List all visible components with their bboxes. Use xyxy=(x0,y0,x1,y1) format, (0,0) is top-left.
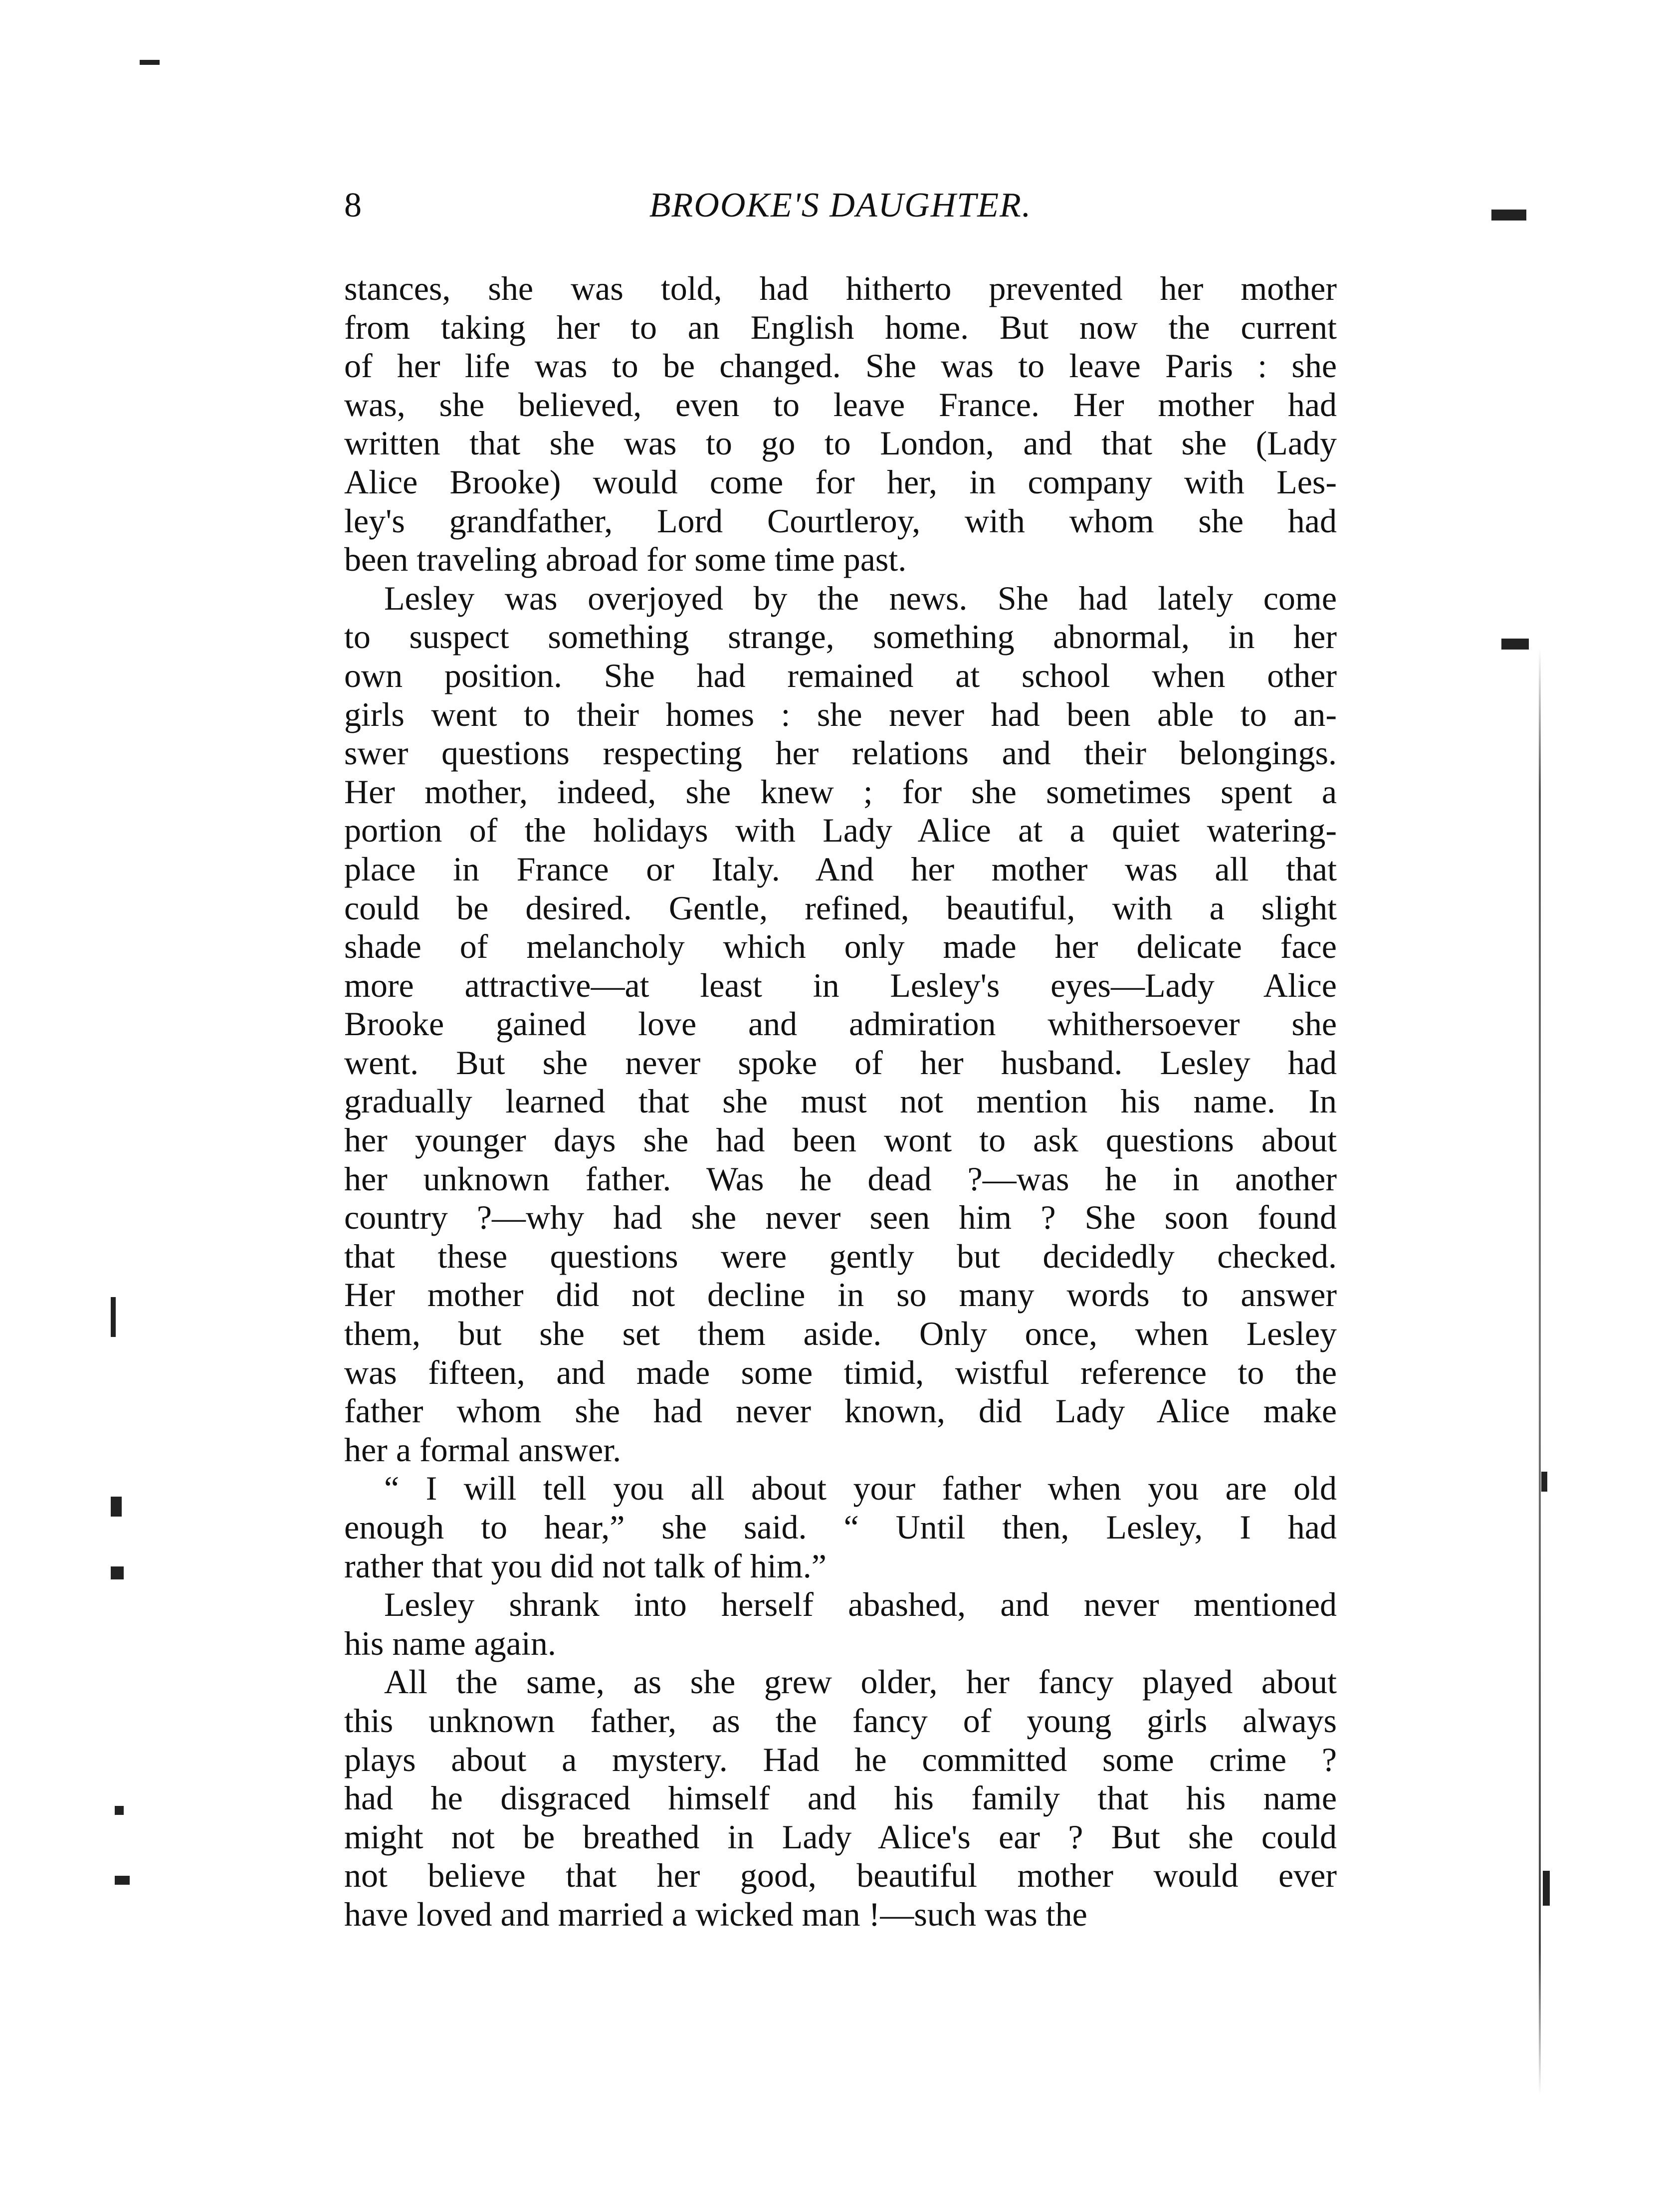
scan-mark xyxy=(111,1497,122,1517)
text-line: more attractive—at least in Lesley's eyes—Lady Alice xyxy=(344,966,1337,1004)
scan-mark xyxy=(115,1806,124,1815)
text-line: own position. She had remained at school when other xyxy=(344,656,1337,694)
text-line: swer questions respecting her relations and their belongings. xyxy=(344,734,1337,772)
text-line: have loved and married a wicked man !—such was the xyxy=(344,1895,1087,1933)
text-line: not believe that her good, beautiful mother would ever xyxy=(344,1856,1337,1895)
scan-mark xyxy=(1543,1871,1550,1906)
text-line: might not be breathed in Lady Alice's ear ? But she could xyxy=(344,1817,1337,1856)
page-number: 8 xyxy=(344,186,363,224)
text-line: portion of the holidays with Lady Alice at a quiet watering- xyxy=(344,811,1337,850)
scan-mark xyxy=(1491,210,1526,221)
paragraph xyxy=(344,269,1337,579)
text-line: “ I will tell you all about your father when you are old xyxy=(384,1469,1337,1508)
text-line: stances, she was told, had hitherto prevented her mother xyxy=(344,269,1337,307)
text-line: shade of melancholy which only made her delicate face xyxy=(344,927,1337,966)
text-line: to suspect something strange, something abnormal, in her xyxy=(344,618,1337,656)
text-line: her younger days she had been wont to ask questions about xyxy=(344,1121,1337,1159)
text-line: father whom she had never known, did Lady Alice make xyxy=(344,1392,1337,1430)
text-line: of her life was to be changed. She was to leave Paris : she xyxy=(344,347,1337,385)
text-line: her unknown father. Was he dead ?—was he in another xyxy=(344,1159,1337,1198)
text-line: plays about a mystery. Had he committed some crime ? xyxy=(344,1740,1337,1778)
text-line: could be desired. Gentle, refined, beautiful, with a slight xyxy=(344,888,1337,927)
scan-mark xyxy=(1541,1472,1547,1492)
text-line: Lesley shrank into herself abashed, and never mentioned xyxy=(384,1585,1337,1624)
text-line: ley's grandfather, Lord Courtleroy, with whom she had xyxy=(344,501,1337,540)
text-line: was fifteen, and made some timid, wistful reference to the xyxy=(344,1353,1337,1391)
text-line: place in France or Italy. And her mother was all that xyxy=(344,850,1337,888)
text-line: her a formal answer. xyxy=(344,1430,622,1469)
scan-mark xyxy=(115,1876,130,1885)
text-line: Her mother, indeed, she knew ; for she sometimes spent a xyxy=(344,772,1337,811)
text-line: Lesley was overjoyed by the news. She had lately come xyxy=(384,579,1337,617)
running-title: BROOKE'S DAUGHTER. xyxy=(649,186,1032,224)
text-line: been traveling abroad for some time past. xyxy=(344,540,907,579)
text-line: his name again. xyxy=(344,1624,556,1662)
paragraph xyxy=(344,1469,1337,1585)
scan-mark xyxy=(111,1566,124,1579)
text-line: Brooke gained love and admiration whithersoever she xyxy=(344,1005,1337,1043)
page-edge-shadow xyxy=(1539,649,1541,2095)
text-line: them, but she set them aside. Only once, when Lesley xyxy=(344,1315,1337,1353)
text-line: Alice Brooke) would come for her, in company with Les- xyxy=(344,462,1337,501)
text-line: gradually learned that she must not mention his name. In xyxy=(344,1082,1337,1120)
text-line: went. But she never spoke of her husband. Lesley had xyxy=(344,1043,1337,1082)
text-line: was, she believed, even to leave France. Her mother had xyxy=(344,385,1337,424)
text-line: country ?—why had she never seen him ? She soon found xyxy=(344,1198,1337,1237)
body-text xyxy=(344,269,1337,1934)
text-line: Her mother did not decline in so many words to answer xyxy=(344,1276,1337,1314)
text-line: rather that you did not talk of him.” xyxy=(344,1547,827,1585)
text-line: girls went to their homes : she never had been able to an- xyxy=(344,695,1337,733)
scan-mark xyxy=(111,1297,116,1337)
text-line: this unknown father, as the fancy of young girls always xyxy=(344,1701,1337,1740)
paragraph xyxy=(344,1585,1337,1663)
text-line: enough to hear,” she said. “ Until then, Lesley, I had xyxy=(344,1508,1337,1546)
scan-mark xyxy=(140,60,160,65)
text-line: written that she was to go to London, and that she (Lady xyxy=(344,424,1337,462)
paragraph xyxy=(344,1663,1337,1934)
text-line: had he disgraced himself and his family that his name xyxy=(344,1779,1337,1817)
text-line: that these questions were gently but decidedly checked. xyxy=(344,1237,1337,1275)
text-line: All the same, as she grew older, her fancy played about xyxy=(384,1663,1337,1701)
paragraph xyxy=(344,579,1337,1470)
text-line: from taking her to an English home. But now the current xyxy=(344,308,1337,346)
scan-mark xyxy=(1501,639,1529,650)
page-header xyxy=(344,186,1337,230)
